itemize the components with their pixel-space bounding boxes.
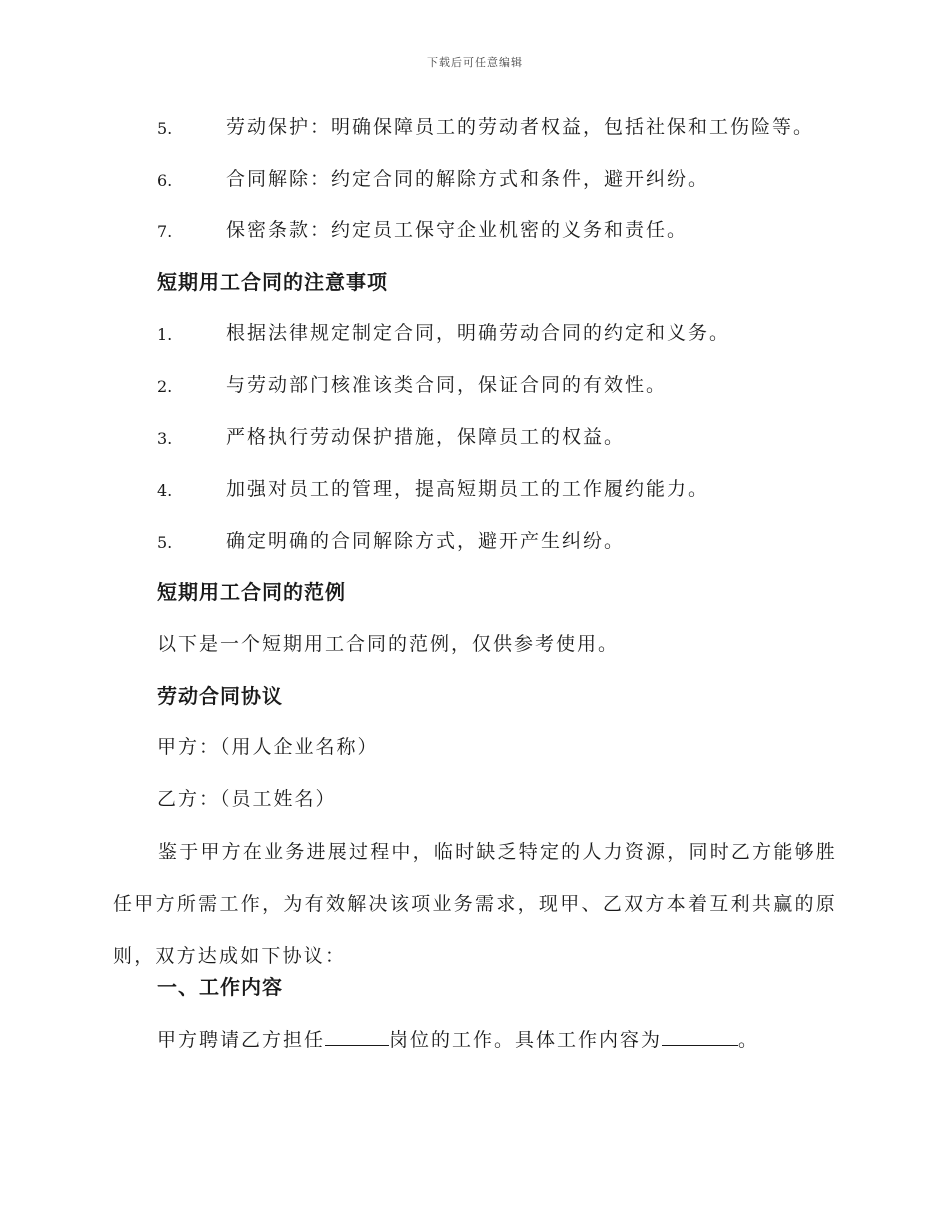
list-number: 1. xyxy=(157,325,173,344)
intro-text: 以下是一个短期用工合同的范例，仅供参考使用。 xyxy=(157,633,620,655)
clause-1-text-part: 甲方聘请乙方担任 xyxy=(157,1029,326,1051)
contract-title: 劳动合同协议 xyxy=(157,684,283,708)
fill-blank-position[interactable] xyxy=(325,1027,389,1046)
list-number: 7. xyxy=(157,222,173,241)
list-text: 严格执行劳动保护措施，保障员工的权益。 xyxy=(226,426,626,448)
party-a-line: 甲方：（用人企业名称） xyxy=(157,736,379,758)
list-number: 5. xyxy=(157,119,173,138)
fill-blank-content[interactable] xyxy=(662,1027,738,1046)
list-number: 4. xyxy=(157,481,173,500)
list-number: 3. xyxy=(157,429,173,448)
clause-heading: 一、工作内容 xyxy=(157,975,283,999)
section-heading: 短期用工合同的注意事项 xyxy=(157,270,388,294)
list-text: 与劳动部门核准该类合同，保证合同的有效性。 xyxy=(226,374,668,396)
list-number: 5. xyxy=(157,533,173,552)
list-text: 合同解除：约定合同的解除方式和条件，避开纠纷。 xyxy=(226,168,710,190)
page-header: 下载后可任意编辑 xyxy=(427,56,523,69)
list-text: 劳动保护：明确保障员工的劳动者权益，包括社保和工伤险等。 xyxy=(226,116,815,138)
list-number: 6. xyxy=(157,171,173,190)
clause-1-text xyxy=(157,1027,759,1052)
list-text: 根据法律规定制定合同，明确劳动合同的约定和义务。 xyxy=(226,322,731,344)
list-text: 保密条款：约定员工保守企业机密的义务和责任。 xyxy=(226,219,689,241)
clause-1-text-part: 。 xyxy=(738,1029,760,1051)
clause-1-text-part: 岗位的工作。具体工作内容为 xyxy=(389,1029,663,1051)
section-heading: 短期用工合同的范例 xyxy=(157,580,346,604)
list-text: 确定明确的合同解除方式，避开产生纠纷。 xyxy=(226,530,626,552)
preamble-paragraph: 鉴于甲方在业务进展过程中，临时缺乏特定的人力资源，同时乙方能够胜任甲方所需工作，为有效解决该项业务需求，现甲、乙双方本着互利共赢的原则，双方达成如下协议： xyxy=(113,841,837,967)
list-number: 2. xyxy=(157,377,173,396)
list-text: 加强对员工的管理，提高短期员工的工作履约能力。 xyxy=(226,478,710,500)
party-b-line: 乙方：（员工姓名） xyxy=(157,788,337,810)
